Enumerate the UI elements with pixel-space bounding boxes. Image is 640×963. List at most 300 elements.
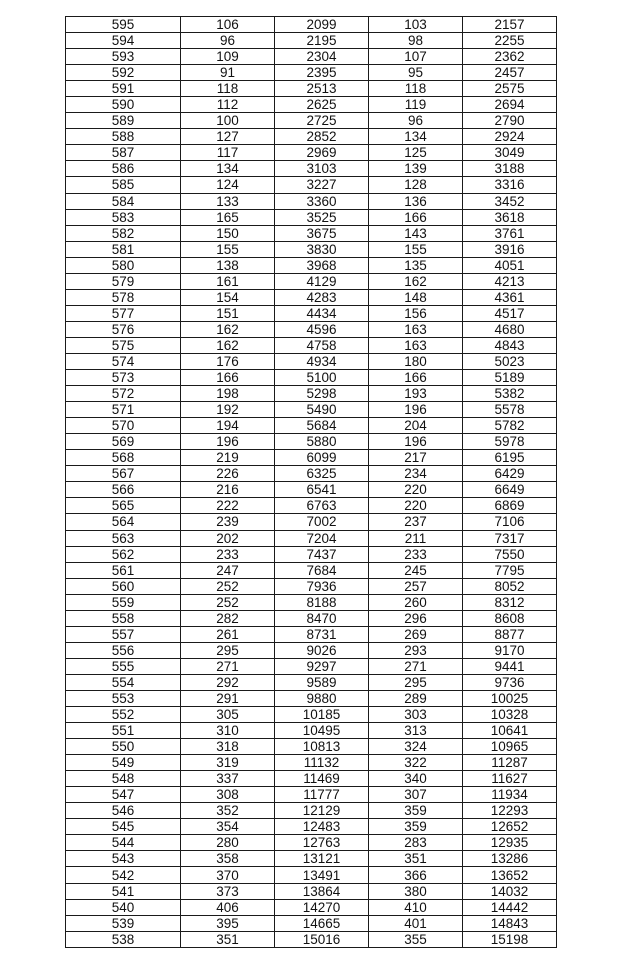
count-b-cell: 307 <box>369 787 463 803</box>
cumulative-b-cell: 2790 <box>463 113 557 129</box>
cumulative-b-cell: 10025 <box>463 690 557 706</box>
cumulative-b-cell: 3049 <box>463 145 557 161</box>
table-row <box>66 514 557 530</box>
count-a-cell: 154 <box>181 289 275 305</box>
cumulative-a-cell: 10495 <box>275 723 369 739</box>
count-b-cell: 128 <box>369 177 463 193</box>
cumulative-b-cell: 6195 <box>463 450 557 466</box>
cumulative-a-cell: 6763 <box>275 498 369 514</box>
count-b-cell: 401 <box>369 915 463 931</box>
count-b-cell: 296 <box>369 610 463 626</box>
cumulative-a-cell: 10813 <box>275 739 369 755</box>
count-a-cell: 233 <box>181 546 275 562</box>
cumulative-a-cell: 7002 <box>275 514 369 530</box>
count-a-cell: 219 <box>181 450 275 466</box>
cumulative-a-cell: 5490 <box>275 402 369 418</box>
score-cell: 594 <box>66 33 181 49</box>
cumulative-a-cell: 4129 <box>275 273 369 289</box>
cumulative-a-cell: 13864 <box>275 883 369 899</box>
table-row <box>66 610 557 626</box>
count-b-cell: 355 <box>369 931 463 947</box>
count-b-cell: 107 <box>369 49 463 65</box>
count-a-cell: 196 <box>181 434 275 450</box>
cumulative-b-cell: 3188 <box>463 161 557 177</box>
count-b-cell: 220 <box>369 498 463 514</box>
cumulative-a-cell: 11777 <box>275 787 369 803</box>
cumulative-b-cell: 5782 <box>463 418 557 434</box>
cumulative-a-cell: 2099 <box>275 17 369 33</box>
count-b-cell: 204 <box>369 418 463 434</box>
cumulative-b-cell: 12652 <box>463 819 557 835</box>
cumulative-b-cell: 3761 <box>463 225 557 241</box>
count-b-cell: 295 <box>369 674 463 690</box>
table-row <box>66 177 557 193</box>
table-row <box>66 498 557 514</box>
count-b-cell: 313 <box>369 723 463 739</box>
table-row <box>66 771 557 787</box>
count-b-cell: 234 <box>369 466 463 482</box>
count-a-cell: 133 <box>181 193 275 209</box>
cumulative-a-cell: 10185 <box>275 707 369 723</box>
count-b-cell: 237 <box>369 514 463 530</box>
cumulative-b-cell: 9170 <box>463 642 557 658</box>
count-b-cell: 269 <box>369 626 463 642</box>
cumulative-a-cell: 5684 <box>275 418 369 434</box>
count-a-cell: 124 <box>181 177 275 193</box>
cumulative-a-cell: 15016 <box>275 931 369 947</box>
cumulative-b-cell: 7795 <box>463 562 557 578</box>
cumulative-a-cell: 11469 <box>275 771 369 787</box>
count-a-cell: 198 <box>181 386 275 402</box>
count-b-cell: 359 <box>369 803 463 819</box>
cumulative-b-cell: 14442 <box>463 899 557 915</box>
count-a-cell: 295 <box>181 642 275 658</box>
count-a-cell: 395 <box>181 915 275 931</box>
score-cell: 581 <box>66 241 181 257</box>
score-cell: 546 <box>66 803 181 819</box>
count-a-cell: 291 <box>181 690 275 706</box>
count-b-cell: 163 <box>369 321 463 337</box>
table-row <box>66 97 557 113</box>
cumulative-b-cell: 3452 <box>463 193 557 209</box>
score-cell: 577 <box>66 305 181 321</box>
count-b-cell: 359 <box>369 819 463 835</box>
count-b-cell: 118 <box>369 81 463 97</box>
cumulative-a-cell: 9026 <box>275 642 369 658</box>
score-cell: 555 <box>66 658 181 674</box>
cumulative-b-cell: 5189 <box>463 370 557 386</box>
cumulative-a-cell: 2513 <box>275 81 369 97</box>
cumulative-b-cell: 7106 <box>463 514 557 530</box>
count-a-cell: 96 <box>181 33 275 49</box>
table-row <box>66 145 557 161</box>
score-cell: 570 <box>66 418 181 434</box>
table-row <box>66 402 557 418</box>
score-cell: 587 <box>66 145 181 161</box>
count-a-cell: 354 <box>181 819 275 835</box>
count-b-cell: 217 <box>369 450 463 466</box>
cumulative-a-cell: 8470 <box>275 610 369 626</box>
score-cell: 561 <box>66 562 181 578</box>
cumulative-a-cell: 2195 <box>275 33 369 49</box>
score-cell: 563 <box>66 530 181 546</box>
count-b-cell: 233 <box>369 546 463 562</box>
score-cell: 552 <box>66 707 181 723</box>
score-cell: 548 <box>66 771 181 787</box>
count-a-cell: 161 <box>181 273 275 289</box>
score-cell: 589 <box>66 113 181 129</box>
count-b-cell: 193 <box>369 386 463 402</box>
count-b-cell: 136 <box>369 193 463 209</box>
count-a-cell: 112 <box>181 97 275 113</box>
cumulative-a-cell: 3830 <box>275 241 369 257</box>
count-b-cell: 180 <box>369 353 463 369</box>
cumulative-a-cell: 13121 <box>275 851 369 867</box>
table-row <box>66 803 557 819</box>
count-b-cell: 351 <box>369 851 463 867</box>
count-b-cell: 162 <box>369 273 463 289</box>
table-row <box>66 49 557 65</box>
cumulative-b-cell: 12935 <box>463 835 557 851</box>
score-cell: 557 <box>66 626 181 642</box>
cumulative-b-cell: 10328 <box>463 707 557 723</box>
count-a-cell: 127 <box>181 129 275 145</box>
count-b-cell: 340 <box>369 771 463 787</box>
score-cell: 543 <box>66 851 181 867</box>
table-row <box>66 370 557 386</box>
cumulative-a-cell: 7684 <box>275 562 369 578</box>
count-a-cell: 138 <box>181 257 275 273</box>
score-cell: 585 <box>66 177 181 193</box>
count-b-cell: 271 <box>369 658 463 674</box>
cumulative-a-cell: 4283 <box>275 289 369 305</box>
cumulative-b-cell: 5382 <box>463 386 557 402</box>
count-a-cell: 106 <box>181 17 275 33</box>
table-row <box>66 707 557 723</box>
cumulative-a-cell: 6325 <box>275 466 369 482</box>
cumulative-a-cell: 2625 <box>275 97 369 113</box>
cumulative-a-cell: 4934 <box>275 353 369 369</box>
count-b-cell: 135 <box>369 257 463 273</box>
cumulative-b-cell: 9441 <box>463 658 557 674</box>
score-cell: 549 <box>66 755 181 771</box>
table-row <box>66 530 557 546</box>
table-row <box>66 642 557 658</box>
cumulative-a-cell: 7204 <box>275 530 369 546</box>
count-b-cell: 163 <box>369 337 463 353</box>
cumulative-b-cell: 2575 <box>463 81 557 97</box>
count-a-cell: 118 <box>181 81 275 97</box>
score-cell: 569 <box>66 434 181 450</box>
count-b-cell: 211 <box>369 530 463 546</box>
count-b-cell: 139 <box>369 161 463 177</box>
score-cell: 544 <box>66 835 181 851</box>
count-b-cell: 155 <box>369 241 463 257</box>
table-row <box>66 337 557 353</box>
score-cell: 564 <box>66 514 181 530</box>
count-a-cell: 100 <box>181 113 275 129</box>
table-row <box>66 594 557 610</box>
table-row <box>66 257 557 273</box>
cumulative-b-cell: 4517 <box>463 305 557 321</box>
count-b-cell: 96 <box>369 113 463 129</box>
table-row <box>66 209 557 225</box>
score-cell: 540 <box>66 899 181 915</box>
count-a-cell: 352 <box>181 803 275 819</box>
score-cell: 545 <box>66 819 181 835</box>
score-cell: 560 <box>66 578 181 594</box>
score-cell: 538 <box>66 931 181 947</box>
cumulative-b-cell: 9736 <box>463 674 557 690</box>
count-b-cell: 119 <box>369 97 463 113</box>
count-b-cell: 156 <box>369 305 463 321</box>
cumulative-b-cell: 4213 <box>463 273 557 289</box>
table-row <box>66 851 557 867</box>
count-a-cell: 166 <box>181 370 275 386</box>
cumulative-b-cell: 5578 <box>463 402 557 418</box>
cumulative-b-cell: 6869 <box>463 498 557 514</box>
table-row <box>66 450 557 466</box>
score-cell: 567 <box>66 466 181 482</box>
count-b-cell: 103 <box>369 17 463 33</box>
table-row <box>66 787 557 803</box>
cumulative-a-cell: 2395 <box>275 65 369 81</box>
cumulative-b-cell: 15198 <box>463 931 557 947</box>
table-row <box>66 835 557 851</box>
score-cell: 550 <box>66 739 181 755</box>
table-row <box>66 562 557 578</box>
count-a-cell: 252 <box>181 578 275 594</box>
cumulative-b-cell: 5978 <box>463 434 557 450</box>
count-a-cell: 305 <box>181 707 275 723</box>
count-a-cell: 176 <box>181 353 275 369</box>
cumulative-a-cell: 6099 <box>275 450 369 466</box>
score-cell: 588 <box>66 129 181 145</box>
cumulative-b-cell: 2924 <box>463 129 557 145</box>
count-a-cell: 216 <box>181 482 275 498</box>
cumulative-b-cell: 14032 <box>463 883 557 899</box>
score-cell: 562 <box>66 546 181 562</box>
table-row <box>66 658 557 674</box>
cumulative-b-cell: 3618 <box>463 209 557 225</box>
count-b-cell: 166 <box>369 209 463 225</box>
table-row <box>66 81 557 97</box>
score-cell: 553 <box>66 690 181 706</box>
table-row <box>66 546 557 562</box>
cumulative-a-cell: 4758 <box>275 337 369 353</box>
score-cell: 590 <box>66 97 181 113</box>
cumulative-b-cell: 2362 <box>463 49 557 65</box>
cumulative-a-cell: 8188 <box>275 594 369 610</box>
count-b-cell: 293 <box>369 642 463 658</box>
table-row <box>66 65 557 81</box>
count-b-cell: 134 <box>369 129 463 145</box>
table-row <box>66 739 557 755</box>
count-a-cell: 222 <box>181 498 275 514</box>
count-b-cell: 380 <box>369 883 463 899</box>
table-row <box>66 482 557 498</box>
score-cell: 568 <box>66 450 181 466</box>
score-cell: 574 <box>66 353 181 369</box>
count-a-cell: 91 <box>181 65 275 81</box>
cumulative-b-cell: 7317 <box>463 530 557 546</box>
count-a-cell: 162 <box>181 321 275 337</box>
cumulative-b-cell: 2255 <box>463 33 557 49</box>
count-a-cell: 280 <box>181 835 275 851</box>
score-cell: 583 <box>66 209 181 225</box>
count-b-cell: 245 <box>369 562 463 578</box>
score-table-body <box>66 17 557 948</box>
count-b-cell: 196 <box>369 434 463 450</box>
table-row <box>66 434 557 450</box>
table-row <box>66 819 557 835</box>
count-a-cell: 337 <box>181 771 275 787</box>
table-row <box>66 690 557 706</box>
cumulative-a-cell: 2852 <box>275 129 369 145</box>
table-row <box>66 931 557 947</box>
cumulative-b-cell: 3916 <box>463 241 557 257</box>
table-row <box>66 899 557 915</box>
cumulative-b-cell: 11287 <box>463 755 557 771</box>
score-cell: 584 <box>66 193 181 209</box>
score-cell: 554 <box>66 674 181 690</box>
table-row <box>66 386 557 402</box>
cumulative-b-cell: 11934 <box>463 787 557 803</box>
count-a-cell: 373 <box>181 883 275 899</box>
cumulative-a-cell: 5880 <box>275 434 369 450</box>
table-row <box>66 466 557 482</box>
cumulative-a-cell: 9297 <box>275 658 369 674</box>
count-b-cell: 410 <box>369 899 463 915</box>
table-row <box>66 225 557 241</box>
cumulative-b-cell: 8312 <box>463 594 557 610</box>
cumulative-b-cell: 8608 <box>463 610 557 626</box>
cumulative-b-cell: 10965 <box>463 739 557 755</box>
score-cell: 542 <box>66 867 181 883</box>
cumulative-b-cell: 8877 <box>463 626 557 642</box>
cumulative-a-cell: 3227 <box>275 177 369 193</box>
count-a-cell: 202 <box>181 530 275 546</box>
cumulative-b-cell: 6649 <box>463 482 557 498</box>
cumulative-b-cell: 6429 <box>463 466 557 482</box>
cumulative-a-cell: 14665 <box>275 915 369 931</box>
cumulative-b-cell: 10641 <box>463 723 557 739</box>
cumulative-b-cell: 2457 <box>463 65 557 81</box>
score-cell: 578 <box>66 289 181 305</box>
score-cell: 573 <box>66 370 181 386</box>
score-cell: 593 <box>66 49 181 65</box>
count-a-cell: 319 <box>181 755 275 771</box>
count-b-cell: 324 <box>369 739 463 755</box>
cumulative-a-cell: 4434 <box>275 305 369 321</box>
count-b-cell: 148 <box>369 289 463 305</box>
count-a-cell: 226 <box>181 466 275 482</box>
cumulative-a-cell: 3103 <box>275 161 369 177</box>
cumulative-b-cell: 8052 <box>463 578 557 594</box>
cumulative-a-cell: 4596 <box>275 321 369 337</box>
count-a-cell: 117 <box>181 145 275 161</box>
count-b-cell: 98 <box>369 33 463 49</box>
cumulative-a-cell: 3675 <box>275 225 369 241</box>
table-row <box>66 241 557 257</box>
count-a-cell: 155 <box>181 241 275 257</box>
count-a-cell: 151 <box>181 305 275 321</box>
score-cell: 547 <box>66 787 181 803</box>
cumulative-b-cell: 13652 <box>463 867 557 883</box>
cumulative-a-cell: 12129 <box>275 803 369 819</box>
table-row <box>66 321 557 337</box>
count-a-cell: 271 <box>181 658 275 674</box>
score-cell: 591 <box>66 81 181 97</box>
cumulative-a-cell: 9880 <box>275 690 369 706</box>
table-row <box>66 273 557 289</box>
count-b-cell: 322 <box>369 755 463 771</box>
count-b-cell: 283 <box>369 835 463 851</box>
table-row <box>66 161 557 177</box>
score-cell: 582 <box>66 225 181 241</box>
table-row <box>66 674 557 690</box>
count-a-cell: 318 <box>181 739 275 755</box>
cumulative-a-cell: 3525 <box>275 209 369 225</box>
score-cell: 539 <box>66 915 181 931</box>
count-b-cell: 260 <box>369 594 463 610</box>
count-a-cell: 194 <box>181 418 275 434</box>
cumulative-a-cell: 11132 <box>275 755 369 771</box>
count-a-cell: 308 <box>181 787 275 803</box>
score-cell: 556 <box>66 642 181 658</box>
count-a-cell: 239 <box>181 514 275 530</box>
cumulative-a-cell: 2725 <box>275 113 369 129</box>
score-cell: 566 <box>66 482 181 498</box>
table-row <box>66 353 557 369</box>
table-row <box>66 17 557 33</box>
count-b-cell: 303 <box>369 707 463 723</box>
score-cell: 572 <box>66 386 181 402</box>
cumulative-a-cell: 3968 <box>275 257 369 273</box>
cumulative-b-cell: 2157 <box>463 17 557 33</box>
table-row <box>66 883 557 899</box>
cumulative-b-cell: 13286 <box>463 851 557 867</box>
table-row <box>66 867 557 883</box>
cumulative-b-cell: 3316 <box>463 177 557 193</box>
cumulative-a-cell: 8731 <box>275 626 369 642</box>
cumulative-b-cell: 14843 <box>463 915 557 931</box>
score-table <box>65 16 557 948</box>
cumulative-a-cell: 5100 <box>275 370 369 386</box>
table-row <box>66 193 557 209</box>
score-cell: 565 <box>66 498 181 514</box>
cumulative-b-cell: 2694 <box>463 97 557 113</box>
score-cell: 579 <box>66 273 181 289</box>
score-cell: 575 <box>66 337 181 353</box>
table-row <box>66 755 557 771</box>
cumulative-a-cell: 2304 <box>275 49 369 65</box>
cumulative-b-cell: 11627 <box>463 771 557 787</box>
score-cell: 559 <box>66 594 181 610</box>
table-row <box>66 578 557 594</box>
cumulative-a-cell: 14270 <box>275 899 369 915</box>
cumulative-a-cell: 7936 <box>275 578 369 594</box>
count-a-cell: 134 <box>181 161 275 177</box>
cumulative-b-cell: 7550 <box>463 546 557 562</box>
score-cell: 580 <box>66 257 181 273</box>
table-row <box>66 289 557 305</box>
count-a-cell: 406 <box>181 899 275 915</box>
count-b-cell: 220 <box>369 482 463 498</box>
count-b-cell: 143 <box>369 225 463 241</box>
score-cell: 541 <box>66 883 181 899</box>
count-b-cell: 196 <box>369 402 463 418</box>
